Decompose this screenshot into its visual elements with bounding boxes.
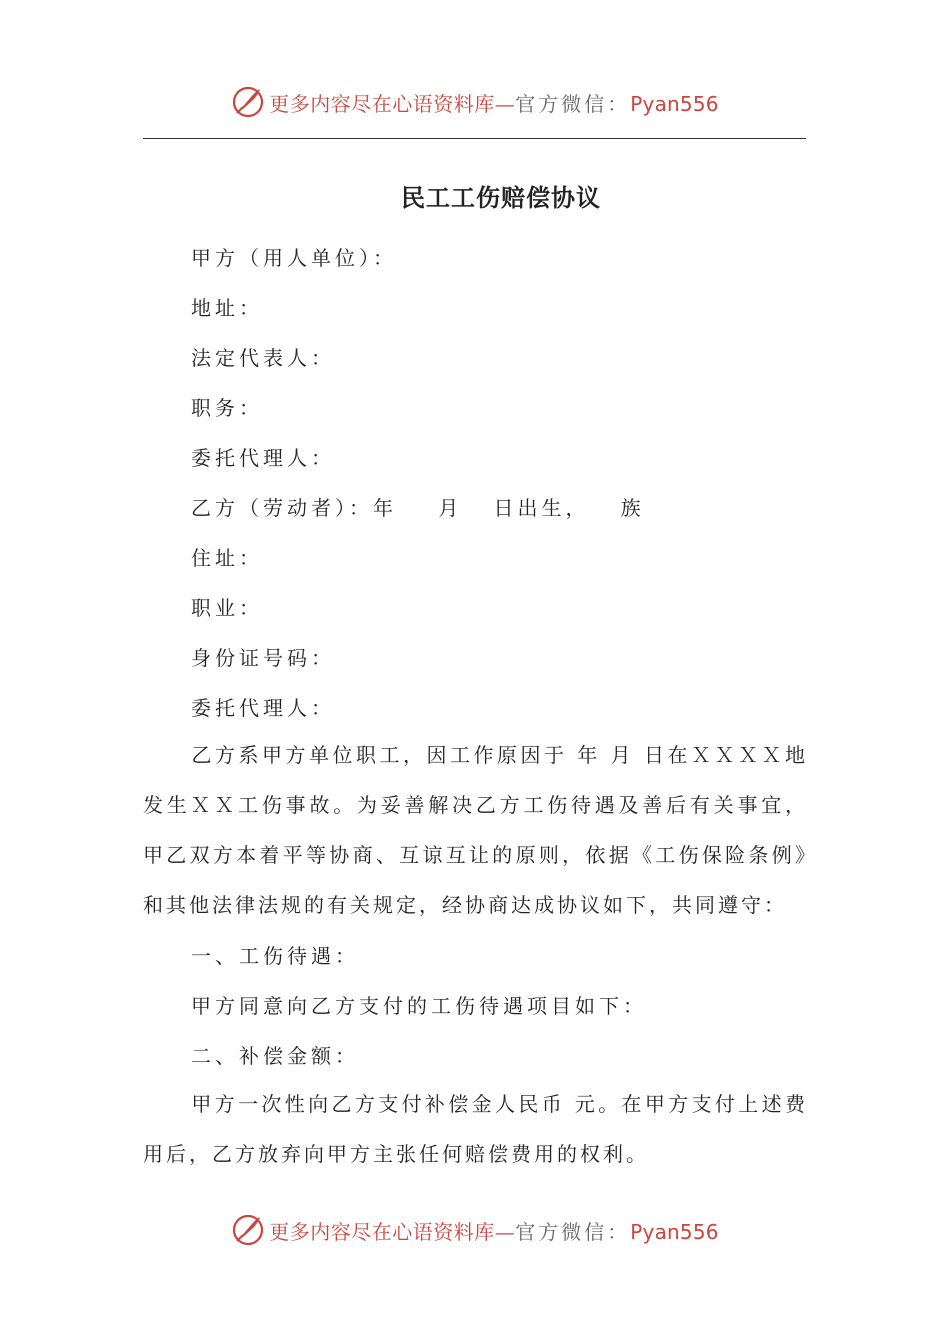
- section-1-heading: 一、工伤待遇：: [191, 944, 359, 968]
- wechat-id: Pyan556: [630, 91, 719, 116]
- document-title: 民工工伤赔偿协议: [401, 183, 601, 212]
- field-residence: 住址：: [191, 546, 263, 570]
- footer-watermark: [0, 1210, 950, 1250]
- field-agent-a: 委托代理人：: [191, 446, 335, 470]
- field-legal-representative: 法定代表人：: [191, 346, 335, 370]
- quill-logo-icon: [231, 85, 265, 119]
- field-agent-b: 委托代理人：: [191, 696, 335, 720]
- header-divider: [143, 138, 806, 139]
- wechat-id: Pyan556: [630, 1219, 719, 1244]
- field-position: 职务：: [191, 396, 263, 420]
- field-party-b: 乙方（劳动者）：年 月 日出生， 族: [191, 496, 645, 520]
- field-id-number: 身份证号码：: [191, 646, 335, 670]
- intro-paragraph: 乙方系甲方单位职工，因工作原因于 年 月 日在ＸＸＸＸ地发生ＸＸ工伤事故。为妥善解决乙方工伤待遇及善后有关事宜，甲乙双方本着平等协商、互谅互让的原则，依据《工伤保险条例》和其他法律法规的有关规定，经协商达成协议如下，共同遵守：: [143, 743, 808, 917]
- field-occupation: 职业：: [191, 596, 263, 620]
- watermark-text: 更多内容尽在心语资料库—官方微信：Pyan556: [269, 1219, 719, 1244]
- watermark-text: 更多内容尽在心语资料库—官方微信：Pyan556: [269, 91, 719, 116]
- quill-logo-icon: [231, 1213, 265, 1247]
- header-watermark: [0, 82, 950, 122]
- section-2-body: 甲方一次性向乙方支付补偿金人民币 元。在甲方支付上述费用后，乙方放弃向甲方主张任何赔偿费用的权利。: [143, 1092, 808, 1166]
- field-address: 地址：: [191, 296, 263, 320]
- section-1-body: 甲方同意向乙方支付的工伤待遇项目如下：: [191, 994, 647, 1018]
- section-2-heading: 二、补偿金额：: [191, 1044, 359, 1068]
- field-party-a: 甲方（用人单位）：: [191, 246, 397, 270]
